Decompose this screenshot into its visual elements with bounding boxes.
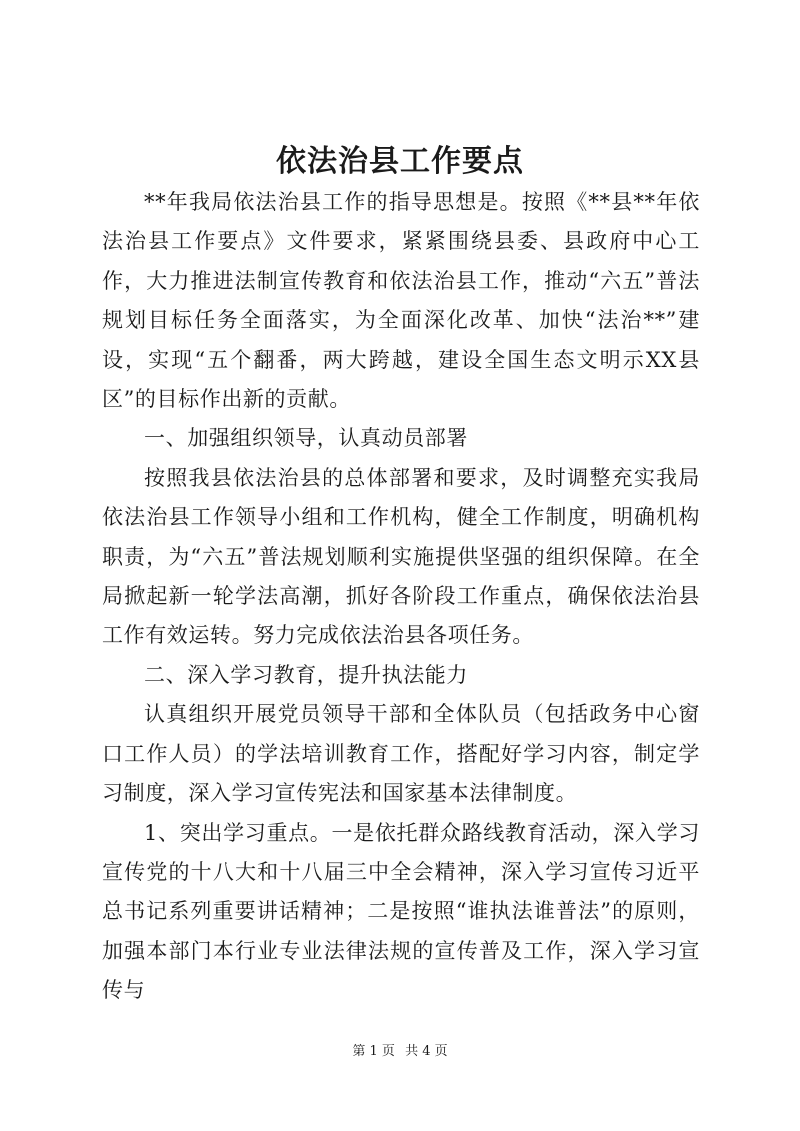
section-heading-2: 二、深入学习教育，提升执法能力 <box>144 662 468 687</box>
section-2-item-1-paragraph: 1、突出学习重点。一是依托群众路线教育活动，深入学习宣传党的十八大和十八届三中全会精神，深入学习宣传习近平总书记系列重要讲话精神；二是按照“谁执法谁普法”的原则，加强本部门本行业专业法律法规的宣传普及工作，深入学习宣传与 <box>102 820 700 1003</box>
section-1-paragraph: 按照我县依法治县的总体部署和要求，及时调整充实我局依法治县工作领导小组和工作机构，健全工作制度，明确机构职责，为“六五”普法规划顺利实施提供坚强的组织保障。在全局掀起新一轮学法高潮，抓好各阶段工作重点，确保依法治县工作有效运转。努力完成依法治县各项任务。 <box>102 465 700 648</box>
section-heading-1: 一、加强组织领导，认真动员部署 <box>144 426 468 451</box>
page-total: 共 4 页 <box>405 1044 448 1059</box>
page-footer <box>0 1042 800 1062</box>
page-number: 第 1 页 <box>352 1044 395 1059</box>
document-body <box>102 183 700 1011</box>
intro-paragraph: **年我局依法治县工作的指导思想是。按照《**县**年依法治县工作要点》文件要求，紧紧围绕县委、县政府中心工作，大力推进法制宣传教育和依法治县工作，推动“六五”普法规划目标任务全面落实，为全面深化改革、加快“法治**”建设，实现“五个翻番，两大跨越，建设全国生态文明示XX县区”的目标作出新的贡献。 <box>102 190 700 412</box>
section-2-paragraph: 认真组织开展党员领导干部和全体队员（包括政务中心窗口工作人员）的学法培训教育工作，搭配好学习内容，制定学习制度，深入学习宣传宪法和国家基本法律制度。 <box>102 702 700 806</box>
document-title: 依法治县工作要点 <box>276 144 524 179</box>
